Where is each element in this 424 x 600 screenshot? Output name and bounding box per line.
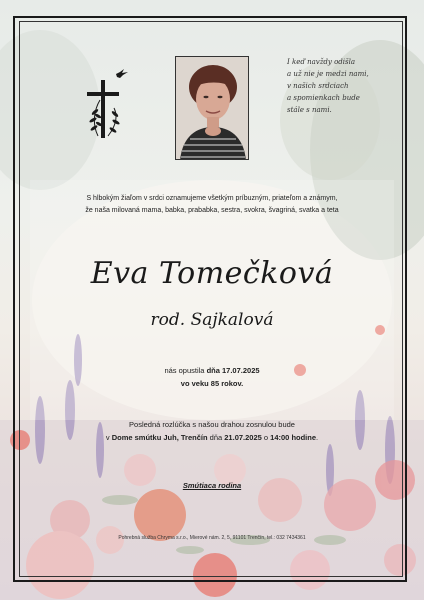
cross-icon [84,66,130,140]
announcement [30,193,394,217]
poem-line: v našich srdciach [287,82,349,90]
poem-line: a spomienkach bude [287,94,360,102]
maiden-name: rod. Sajkalová [150,310,274,330]
funeral-place: Dome smútku Juh, Trenčín [111,433,208,442]
funeral-end: . [316,433,319,442]
death-date: dňa 17.07.2025 [206,366,260,375]
poem [287,56,397,116]
funeral-details [20,431,404,444]
funeral-date-prefix: dňa [209,433,223,442]
funeral-time-prefix: o [263,433,269,442]
dove-icon [116,69,128,78]
portrait-image [176,57,249,160]
funeral-date: 21.07.2025 [224,433,262,442]
death-prefix: nás opustila [164,366,205,375]
mourners-signature: Smútiaca rodina [182,481,242,490]
funeral-line: Posledná rozlúčka s našou drahou zosnulou bude [129,420,295,429]
poem-line: I keď navždy odišla [287,58,356,66]
funeral-service-footer: Pohrebná služba Chryma s.r.o., Mierové nám. 2, 5, 91101 Trenčín, tel.: 032 7434361 [118,535,306,541]
poem-line: a už nie je medzi nami, [287,70,369,78]
funeral-time: 14:00 hodine [270,433,317,442]
death-date-line [20,364,404,377]
funeral-place-prefix: v [105,433,110,442]
deceased-name: Eva Tomečková [90,256,334,291]
announcement-line: že naša milovaná mama, babka, prababka, sestra, svokra, švagriná, svatka a teta [85,207,339,214]
poem-line: stále s nami. [287,106,332,114]
death-age: vo veku 85 rokov. [180,379,244,388]
portrait-photo [175,56,249,160]
death-info [20,364,404,390]
announcement-line: S hlbokým žiaľom v srdci oznamujeme všetkým príbuzným, priateľom a známym, [86,195,338,202]
funeral-info [20,418,404,444]
